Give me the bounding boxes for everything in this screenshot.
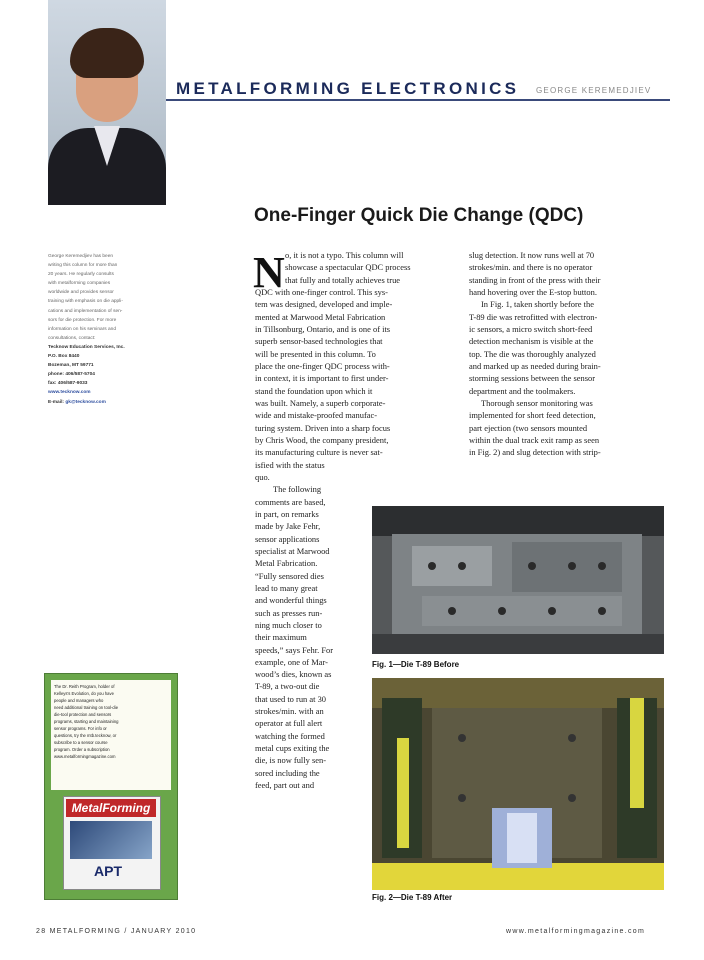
die-after-image <box>372 678 664 890</box>
col2-line: in Fig. 2) and slug detection with strip- <box>469 447 601 458</box>
figure-2-caption: Fig. 2—Die T-89 After <box>372 893 453 902</box>
bio-line: 20 years. He regularly consults <box>48 272 114 278</box>
col2-line: implemented for short feed detection, <box>469 410 596 421</box>
col1-line: such as presses run- <box>255 607 323 618</box>
bio-line: George Keremedjiev has been <box>48 254 114 259</box>
footer-page-info: 28 METALFORMING / JANUARY 2010 <box>36 928 197 935</box>
col2-line: detection mechanism is visible at the <box>469 336 594 347</box>
col1-line: by Chris Wood, the company president, <box>255 434 389 445</box>
col1-line: o, it is not a typo. This column will <box>285 250 404 260</box>
magazine-masthead: MetalForming <box>66 799 156 817</box>
col1-line: sensor applications <box>255 533 320 544</box>
bio-website-link[interactable]: www.tecknow.com <box>48 390 91 396</box>
figure-2-photo <box>372 678 664 890</box>
col1-line: its manufacturing culture is never sat- <box>255 447 383 458</box>
bio-line: writing this column for more than <box>48 263 118 269</box>
ad-line: Kelleys's Evolution, do you have <box>54 691 114 696</box>
bio-address2: Bozeman, MT 59771 <box>48 363 94 369</box>
col1-line: made by Jake Fehr, <box>255 521 321 532</box>
col1-line: in context, it is important to first under- <box>255 373 389 384</box>
bio-line: training with emphasis on die appli- <box>48 299 123 305</box>
col1-line: superb sensor-based technologies that <box>255 336 383 347</box>
col1-line: was built. Namely, a superb corporate- <box>255 397 386 408</box>
col2-line: hand hovering over the E-stop button. <box>469 286 597 297</box>
bio-line: consultations, contact: <box>48 335 96 341</box>
col1-line: die, is now fully sen- <box>255 755 327 766</box>
bio-line: information on his seminars and <box>48 326 116 332</box>
cover-badge: APT <box>94 863 122 879</box>
ad-line: programs, starting and maintaining <box>54 719 119 724</box>
col2-line: and marked up as needed during brain- <box>469 360 601 371</box>
bio-line: worldwide and provides sensor <box>48 290 114 296</box>
col1-line: The following <box>273 484 322 495</box>
col1-line: specialist at Marwood <box>255 545 330 556</box>
bio-line: cations and implementation of sen- <box>48 308 123 314</box>
figure-1-caption: Fig. 1—Die T-89 Before <box>372 660 460 669</box>
col1-line: speeds,” says Fehr. For <box>255 644 334 655</box>
col1-line: comments are based, <box>255 496 326 507</box>
ad-line: subscribe to a sensor course <box>54 740 108 745</box>
section-title: METALFORMING ELECTRONICS <box>176 79 520 98</box>
col2-line: part ejection (two sensors mounted <box>469 422 588 433</box>
ad-line: need additional training on tool-die <box>54 705 119 710</box>
col1-line: that fully and totally achieves true <box>285 274 401 285</box>
col1-line: in part, on remarks <box>255 508 319 519</box>
col2-line: strokes/min. and there is no operator <box>469 262 593 273</box>
col2-line: Thorough sensor monitoring was <box>481 397 593 408</box>
col1-line: lead to many great <box>255 582 318 593</box>
col2-line: In Fig. 1, taken shortly before the <box>481 299 594 310</box>
col1-line: wide and mistake-proofed manufac- <box>255 410 378 421</box>
col1-line: wood’s dies, known as <box>255 669 332 680</box>
col2-line: within the dual track exit ramp as seen <box>469 434 600 445</box>
col1-line: place the one-finger QDC process with- <box>255 360 390 371</box>
col1-line: T-89, a two-out die <box>255 681 320 692</box>
ad-line: people and managers who <box>54 698 104 703</box>
col1-line: that used to run at 30 <box>255 693 327 704</box>
col1-line: stand the foundation upon which it <box>255 385 373 396</box>
footer-website[interactable]: www.metalformingmagazine.com <box>506 928 646 935</box>
col1-line: tem was designed, developed and imple- <box>255 299 393 310</box>
col1-line: feed, part out and <box>255 780 315 791</box>
author-photo <box>48 0 166 205</box>
bio-email-label: E-mail: <box>48 399 64 405</box>
bio-fax: fax: 406/587-9033 <box>48 381 88 387</box>
ad-line: questions, try the mtb.tecknow, or <box>54 733 117 738</box>
bio-company: Tecknow Education Services, Inc. <box>48 344 125 350</box>
drop-cap: N <box>253 248 285 297</box>
col2-line: top. The die was thoroughly analyzed <box>469 348 596 359</box>
col1-line: and wonderful things <box>255 595 327 606</box>
col1-line: quo. <box>255 471 270 482</box>
col1-line: strokes/min. with an <box>255 706 324 717</box>
col1-line: will be presented in this column. To <box>255 348 376 359</box>
col1-line: turing system. Driven into a sharp focus <box>255 422 391 433</box>
ad-line: die-tool protection and sensors <box>54 712 112 717</box>
col1-line: ning much closer to <box>255 619 322 630</box>
ad-line: www.metalformingmagazine.com <box>54 754 116 759</box>
subscription-ad[interactable] <box>44 673 178 900</box>
col1-line: mented at Marwood Metal Fabrication <box>255 311 386 322</box>
col1-line: their maximum <box>255 632 307 643</box>
col1-line: in Tillsonburg, Ontario, and is one of its <box>255 323 391 334</box>
cover-image <box>70 821 152 859</box>
col2-line: T-89 die was retrofitted with electron- <box>469 311 598 322</box>
bio-text <box>48 252 178 343</box>
bio-email-link[interactable]: gk@tecknow.com <box>65 399 106 405</box>
col1-line: example, one of Mar- <box>255 656 328 667</box>
header-rule <box>166 99 670 101</box>
col1-line: operator at full alert <box>255 718 323 729</box>
col2-line: ic sensors, a micro switch short-feed <box>469 323 593 334</box>
col1-line: isfied with the status <box>255 459 325 470</box>
figure-1-photo <box>372 506 664 654</box>
bio-phone: phone: 406/587-5704 <box>48 372 95 378</box>
col1-line: watching the formed <box>255 730 325 741</box>
article-column-2 <box>469 249 667 459</box>
magazine-cover <box>63 796 161 890</box>
col1-line: sored including the <box>255 767 320 778</box>
col1-line: Metal Fabrication. <box>255 558 318 569</box>
author-bio <box>48 252 178 407</box>
bio-line: with metalforming companies <box>48 281 111 287</box>
col1-line: QDC with one-finger control. This sys- <box>255 286 388 297</box>
col2-line: standing in front of the press with their <box>469 274 601 285</box>
col2-line: storming sessions between the sensor <box>469 373 596 384</box>
col2-line: department and the toolmakers. <box>469 385 576 396</box>
ad-line: The Dr. Reith Program, holder of <box>54 684 115 689</box>
article-column-1 <box>255 249 411 791</box>
ad-text <box>51 680 171 790</box>
bio-line: sors for die protection. For more <box>48 317 117 323</box>
die-before-image <box>372 506 664 654</box>
article-title: One-Finger Quick Die Change (QDC) <box>254 205 584 226</box>
bio-address1: P.O. Box 8440 <box>48 354 80 360</box>
ad-line: program. Order a subscription <box>54 747 110 752</box>
col1-line: showcase a spectacular QDC process <box>285 262 411 273</box>
col1-line: “Fully sensored dies <box>255 570 324 581</box>
author-name: GEORGE KEREMEDJIEV <box>536 86 652 95</box>
ad-line: sensor programs. For info or <box>54 726 107 731</box>
col1-line: metal cups exiting the <box>255 743 330 754</box>
col2-line: slug detection. It now runs well at 70 <box>469 250 595 260</box>
